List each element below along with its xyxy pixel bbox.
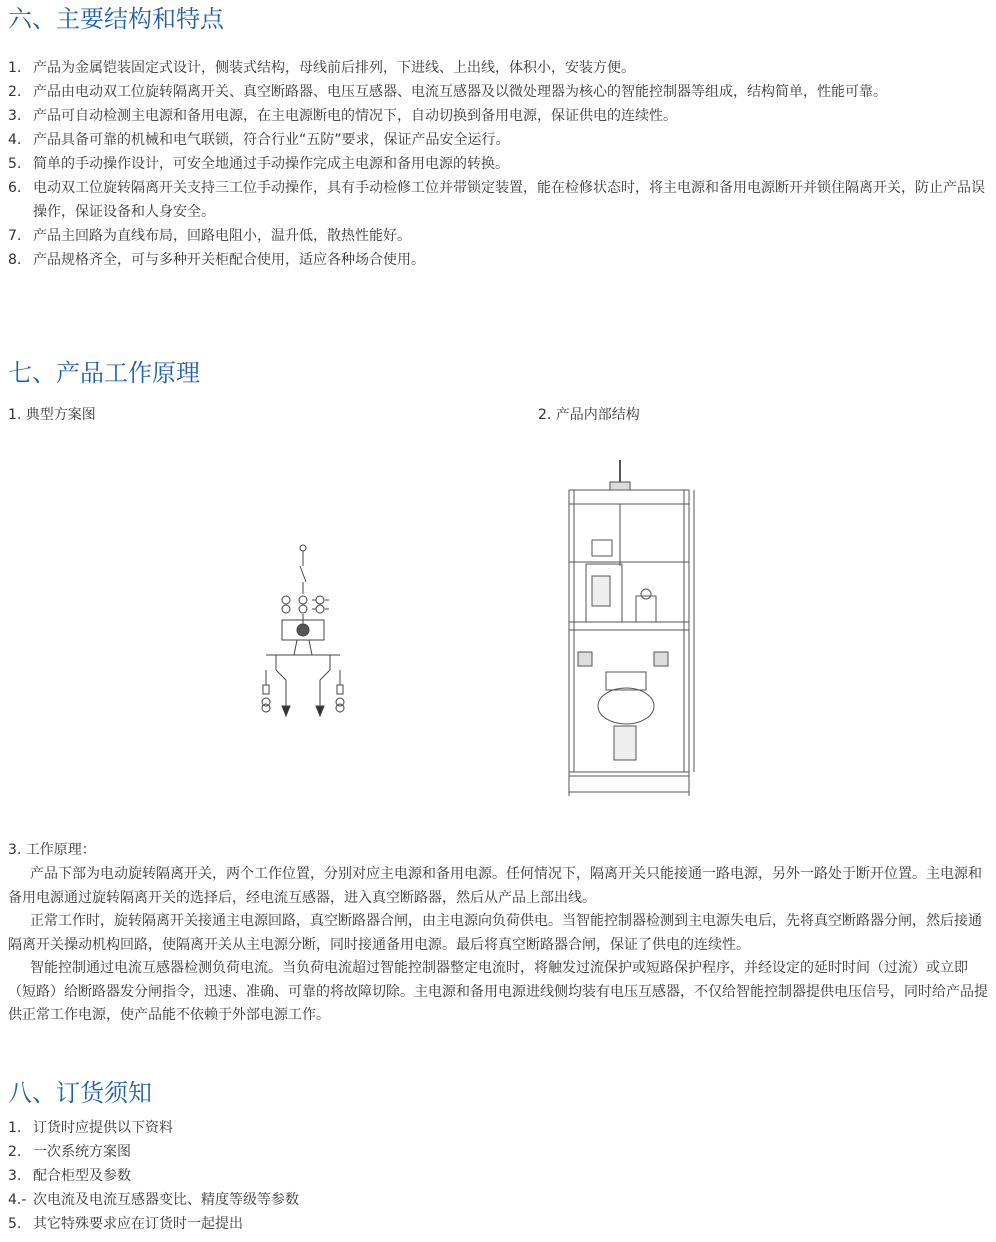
item-text: 产品具备可靠的机械和电气联锁，符合行业“五防”要求，保证产品安全运行。: [33, 132, 510, 148]
list-item: [8, 152, 988, 176]
item-number: 4.: [8, 132, 22, 148]
list-item: [8, 248, 988, 272]
item-text: 简单的手动操作设计，可安全地通过手动操作完成主电源和备用电源的转换。: [33, 156, 509, 172]
principle-paragraph: 产品下部为电动旋转隔离开关，两个工作位置，分别对应主电源和备用电源。任何情况下，隔离开关只能接通一路电源，另外一路处于断开位置。主电源和备用电源通过旋转隔离开关的选择后，经电流互感器，进入真空断路器，然后从产品上部出线。: [8, 866, 982, 906]
scheme-diagram: [256, 540, 356, 730]
item-text: 产品可自动检测主电源和备用电源，在主电源断电的情况下，自动切换到备用电源，保证供电的连续性。: [33, 108, 677, 124]
item-number: 1.: [8, 60, 22, 76]
item-text: 次电流及电流互感器变比、精度等级等参数: [33, 1192, 299, 1208]
item-number: 1.: [8, 1120, 22, 1136]
list-item: [8, 1188, 299, 1212]
list-item: [8, 56, 988, 80]
list-item: [8, 1116, 299, 1140]
section6-title: 六、主要结构和特点: [8, 5, 224, 33]
list-item: [8, 1212, 299, 1236]
item-number: 6.: [8, 180, 22, 196]
item-text: 产品主回路为直线布局，回路电阻小，温升低，散热性能好。: [33, 228, 411, 244]
item-number: 5.: [8, 156, 22, 172]
item-text: 其它特殊要求应在订货时一起提出: [33, 1216, 243, 1232]
section8-title: 八、订货须知: [8, 1079, 152, 1107]
section6-list: [8, 56, 988, 272]
item-number: 3.: [8, 1168, 22, 1184]
item-number: 4.-: [8, 1192, 27, 1208]
item-number: 2.: [8, 84, 22, 100]
list-item: [8, 1164, 299, 1188]
item-text: 订货时应提供以下资料: [33, 1120, 173, 1136]
item-number: 7.: [8, 228, 22, 244]
principle-title: 3. 工作原理：: [8, 842, 96, 858]
list-item: [8, 104, 988, 128]
list-item: [8, 1140, 299, 1164]
internal-structure-diagram: [566, 456, 706, 806]
item-number: 8.: [8, 252, 22, 268]
item-number: 2.: [8, 1144, 22, 1160]
item-text: 产品为金属铠装固定式设计，侧装式结构，母线前后排列，下进线、上出线，体积小，安装方便。: [33, 60, 635, 76]
figure2-caption: 2. 产品内部结构: [538, 407, 640, 423]
item-number: 5.: [8, 1216, 22, 1232]
section8-list: [8, 1116, 299, 1236]
principle-paragraph: 智能控制通过电流互感器检测负荷电流。当负荷电流超过智能控制器整定电流时，将触发过流保护或短路保护程序，并经设定的延时时间（过流）或立即（短路）给断路器发分闸指令，迅速、准确、可靠的将故障切除。主电源和备用电源进线侧均装有电压互感器，不仅给智能控制器提供电压信号，同时给产品提供正常工作电源，使产品能不依赖于外部电源工作。: [8, 960, 988, 1023]
item-text: 一次系统方案图: [33, 1144, 131, 1160]
item-text: 电动双工位旋转隔离开关支持三工位手动操作，具有手动检修工位并带锁定装置，能在检修状态时，将主电源和备用电源断开并锁住隔离开关，防止产品误操作，保证设备和人身安全。: [33, 180, 985, 220]
list-item: [8, 224, 988, 248]
item-text: 产品由电动双工位旋转隔离开关、真空断路器、电压互感器、电流互感器及以微处理器为核心的智能控制器等组成，结构简单，性能可靠。: [33, 84, 887, 100]
section7-title: 七、产品工作原理: [8, 359, 200, 387]
principle-paragraph: 正常工作时，旋转隔离开关接通主电源回路，真空断路器合闸，由主电源向负荷供电。当智能控制器检测到主电源失电后，先将真空断路器分闸，然后接通隔离开关操动机构回路，使隔离开关从主电源分断，同时接通备用电源。最后将真空断路器合闸，保证了供电的连续性。: [8, 913, 982, 953]
item-text: 配合柜型及参数: [33, 1168, 131, 1184]
list-item: [8, 176, 988, 224]
figure1-caption: 1. 典型方案图: [8, 407, 96, 423]
list-item: [8, 80, 988, 104]
item-number: 3.: [8, 108, 22, 124]
list-item: [8, 128, 988, 152]
item-text: 产品规格齐全，可与多种开关柜配合使用，适应各种场合使用。: [33, 252, 425, 268]
